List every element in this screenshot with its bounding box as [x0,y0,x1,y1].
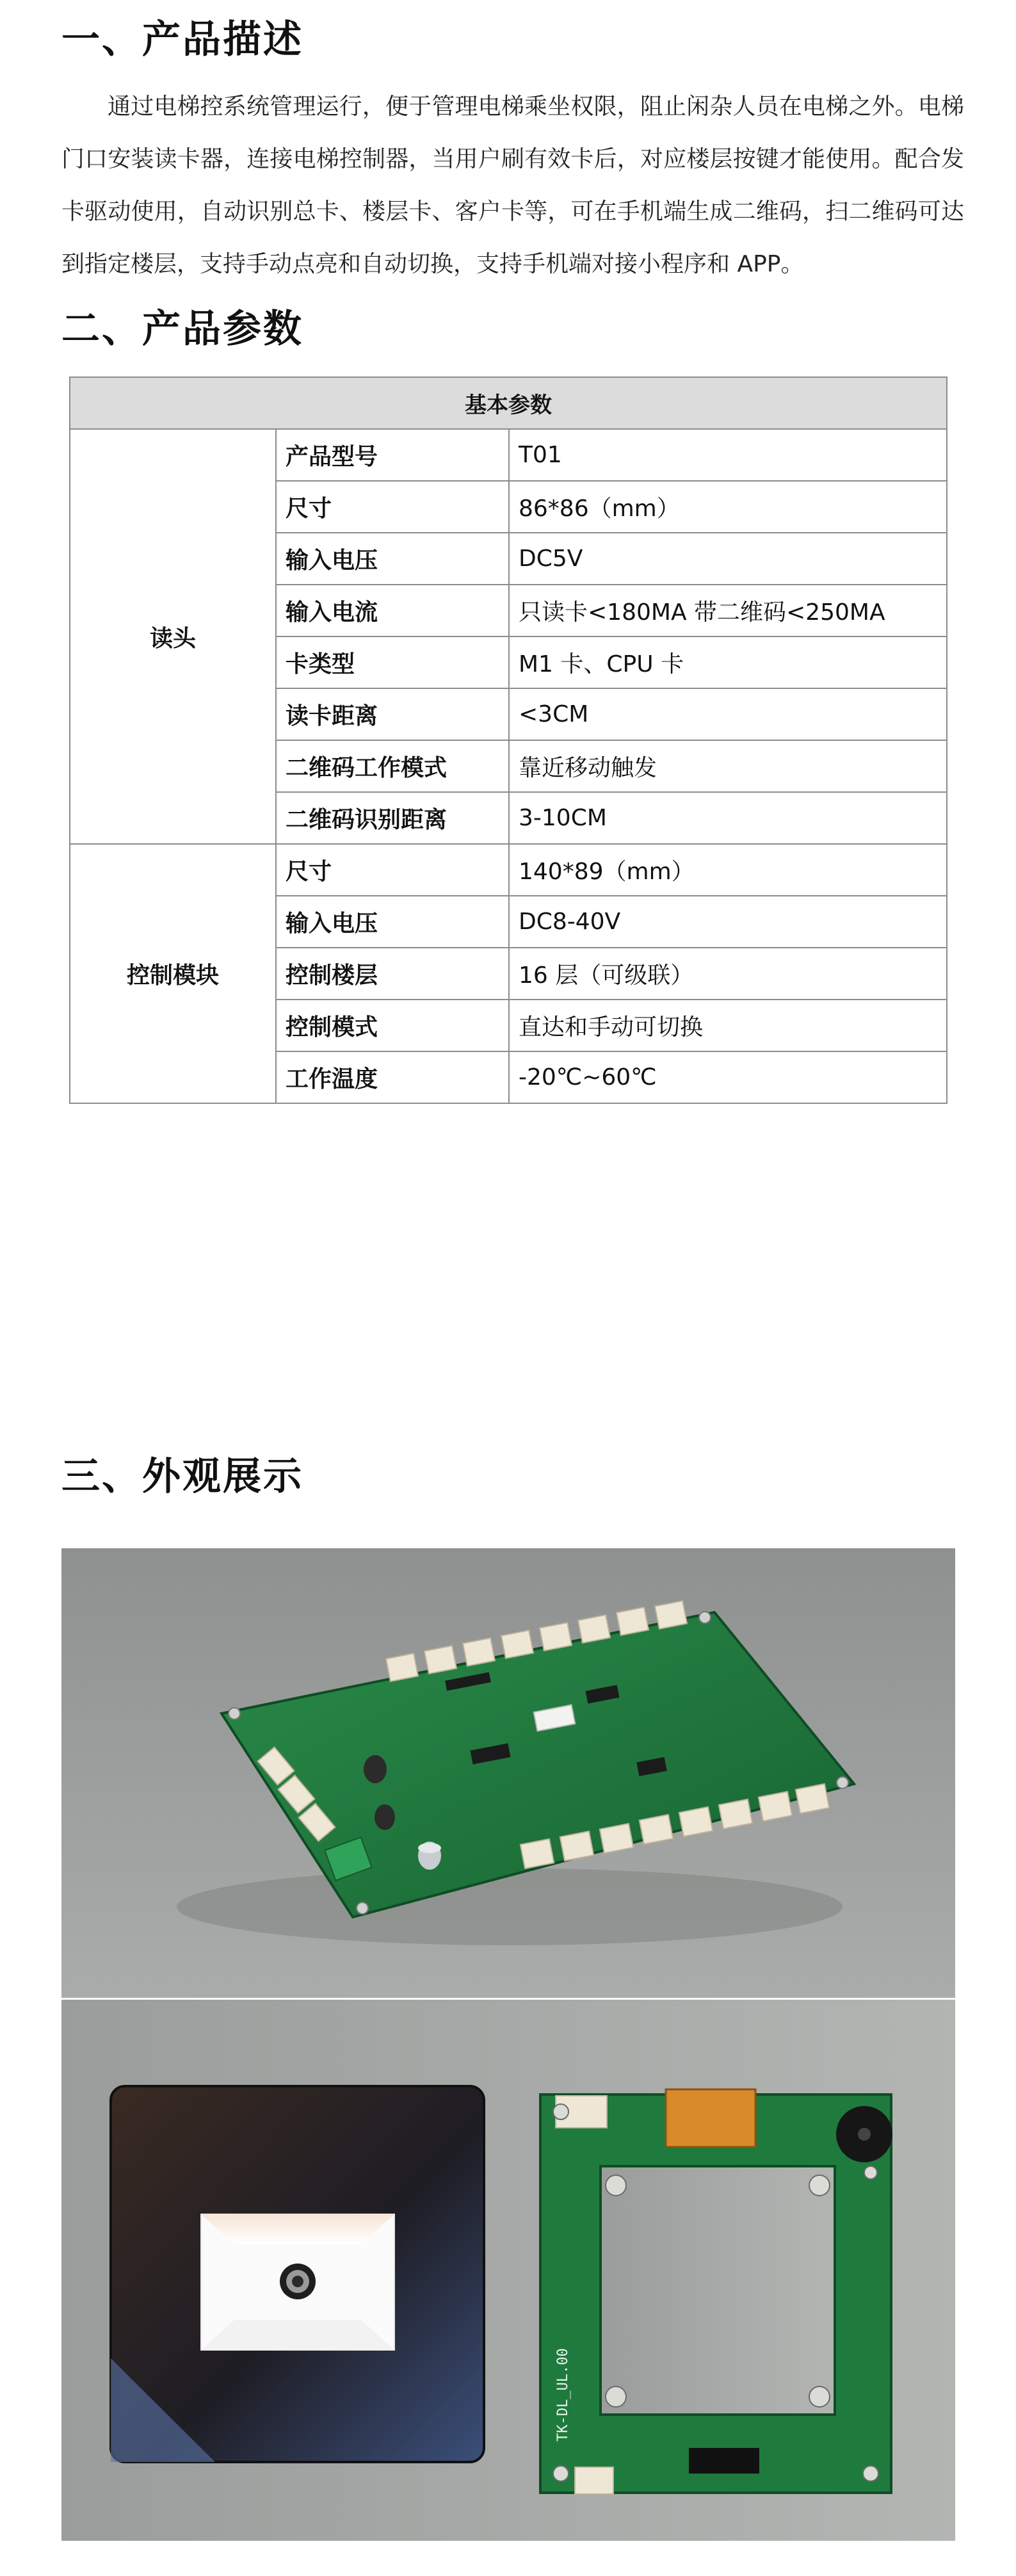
param-key: 控制楼层 [276,948,509,1000]
controller-board-photo [61,1548,955,1998]
table-header: 基本参数 [70,377,947,429]
param-key: 控制模式 [276,1000,509,1051]
group-label-control-module: 控制模块 [70,844,276,1103]
param-value: DC8-40V [509,896,947,948]
param-value: DC5V [509,533,947,585]
param-value: 3-10CM [509,792,947,844]
table-header-row [70,377,947,429]
parameter-table [69,377,947,1104]
param-value: 靠近移动触发 [509,740,947,792]
param-key: 产品型号 [276,429,509,481]
reader-pcb [540,2089,892,2494]
param-value: 只读卡<180MA 带二维码<250MA [509,585,947,636]
board-silkscreen: TK-DL_UL.00 [555,2348,571,2442]
param-key: 尺寸 [276,481,509,533]
param-value: 直达和手动可切换 [509,1000,947,1051]
param-value: 16 层（可级联） [509,948,947,1000]
param-value: -20℃~60℃ [509,1051,947,1103]
section-title-description: 一、产品描述 [61,17,303,62]
param-value: 86*86（mm） [509,481,947,533]
param-value: <3CM [509,688,947,740]
section-title-appearance: 三、外观展示 [61,1454,303,1499]
param-key: 卡类型 [276,636,509,688]
reader-photo [61,2000,955,2541]
group-label-reader: 读头 [70,429,276,844]
param-key: 尺寸 [276,844,509,896]
param-key: 二维码识别距离 [276,792,509,844]
table-row [70,844,947,896]
table-row [70,429,947,481]
param-key: 工作温度 [276,1051,509,1103]
param-value: M1 卡、CPU 卡 [509,636,947,688]
param-key: 输入电流 [276,585,509,636]
param-key: 读卡距离 [276,688,509,740]
param-key: 输入电压 [276,533,509,585]
param-key: 输入电压 [276,896,509,948]
section-title-parameters: 二、产品参数 [61,307,303,352]
product-description: 通过电梯控系统管理运行，便于管理电梯乘坐权限，阻止闲杂人员在电梯之外。电梯门口安装读卡器，连接电梯控制器，当用户刷有效卡后，对应楼层按键才能使用。配合发卡驱动使用，自动识别总卡、楼层卡、客户卡等，可在手机端生成二维码，扫二维码可达到指定楼层，支持手动点亮和自动切换，支持手机端对接小程序和 APP。 [61,93,964,277]
param-key: 二维码工作模式 [276,740,509,792]
param-value: T01 [509,429,947,481]
param-value: 140*89（mm） [509,844,947,896]
